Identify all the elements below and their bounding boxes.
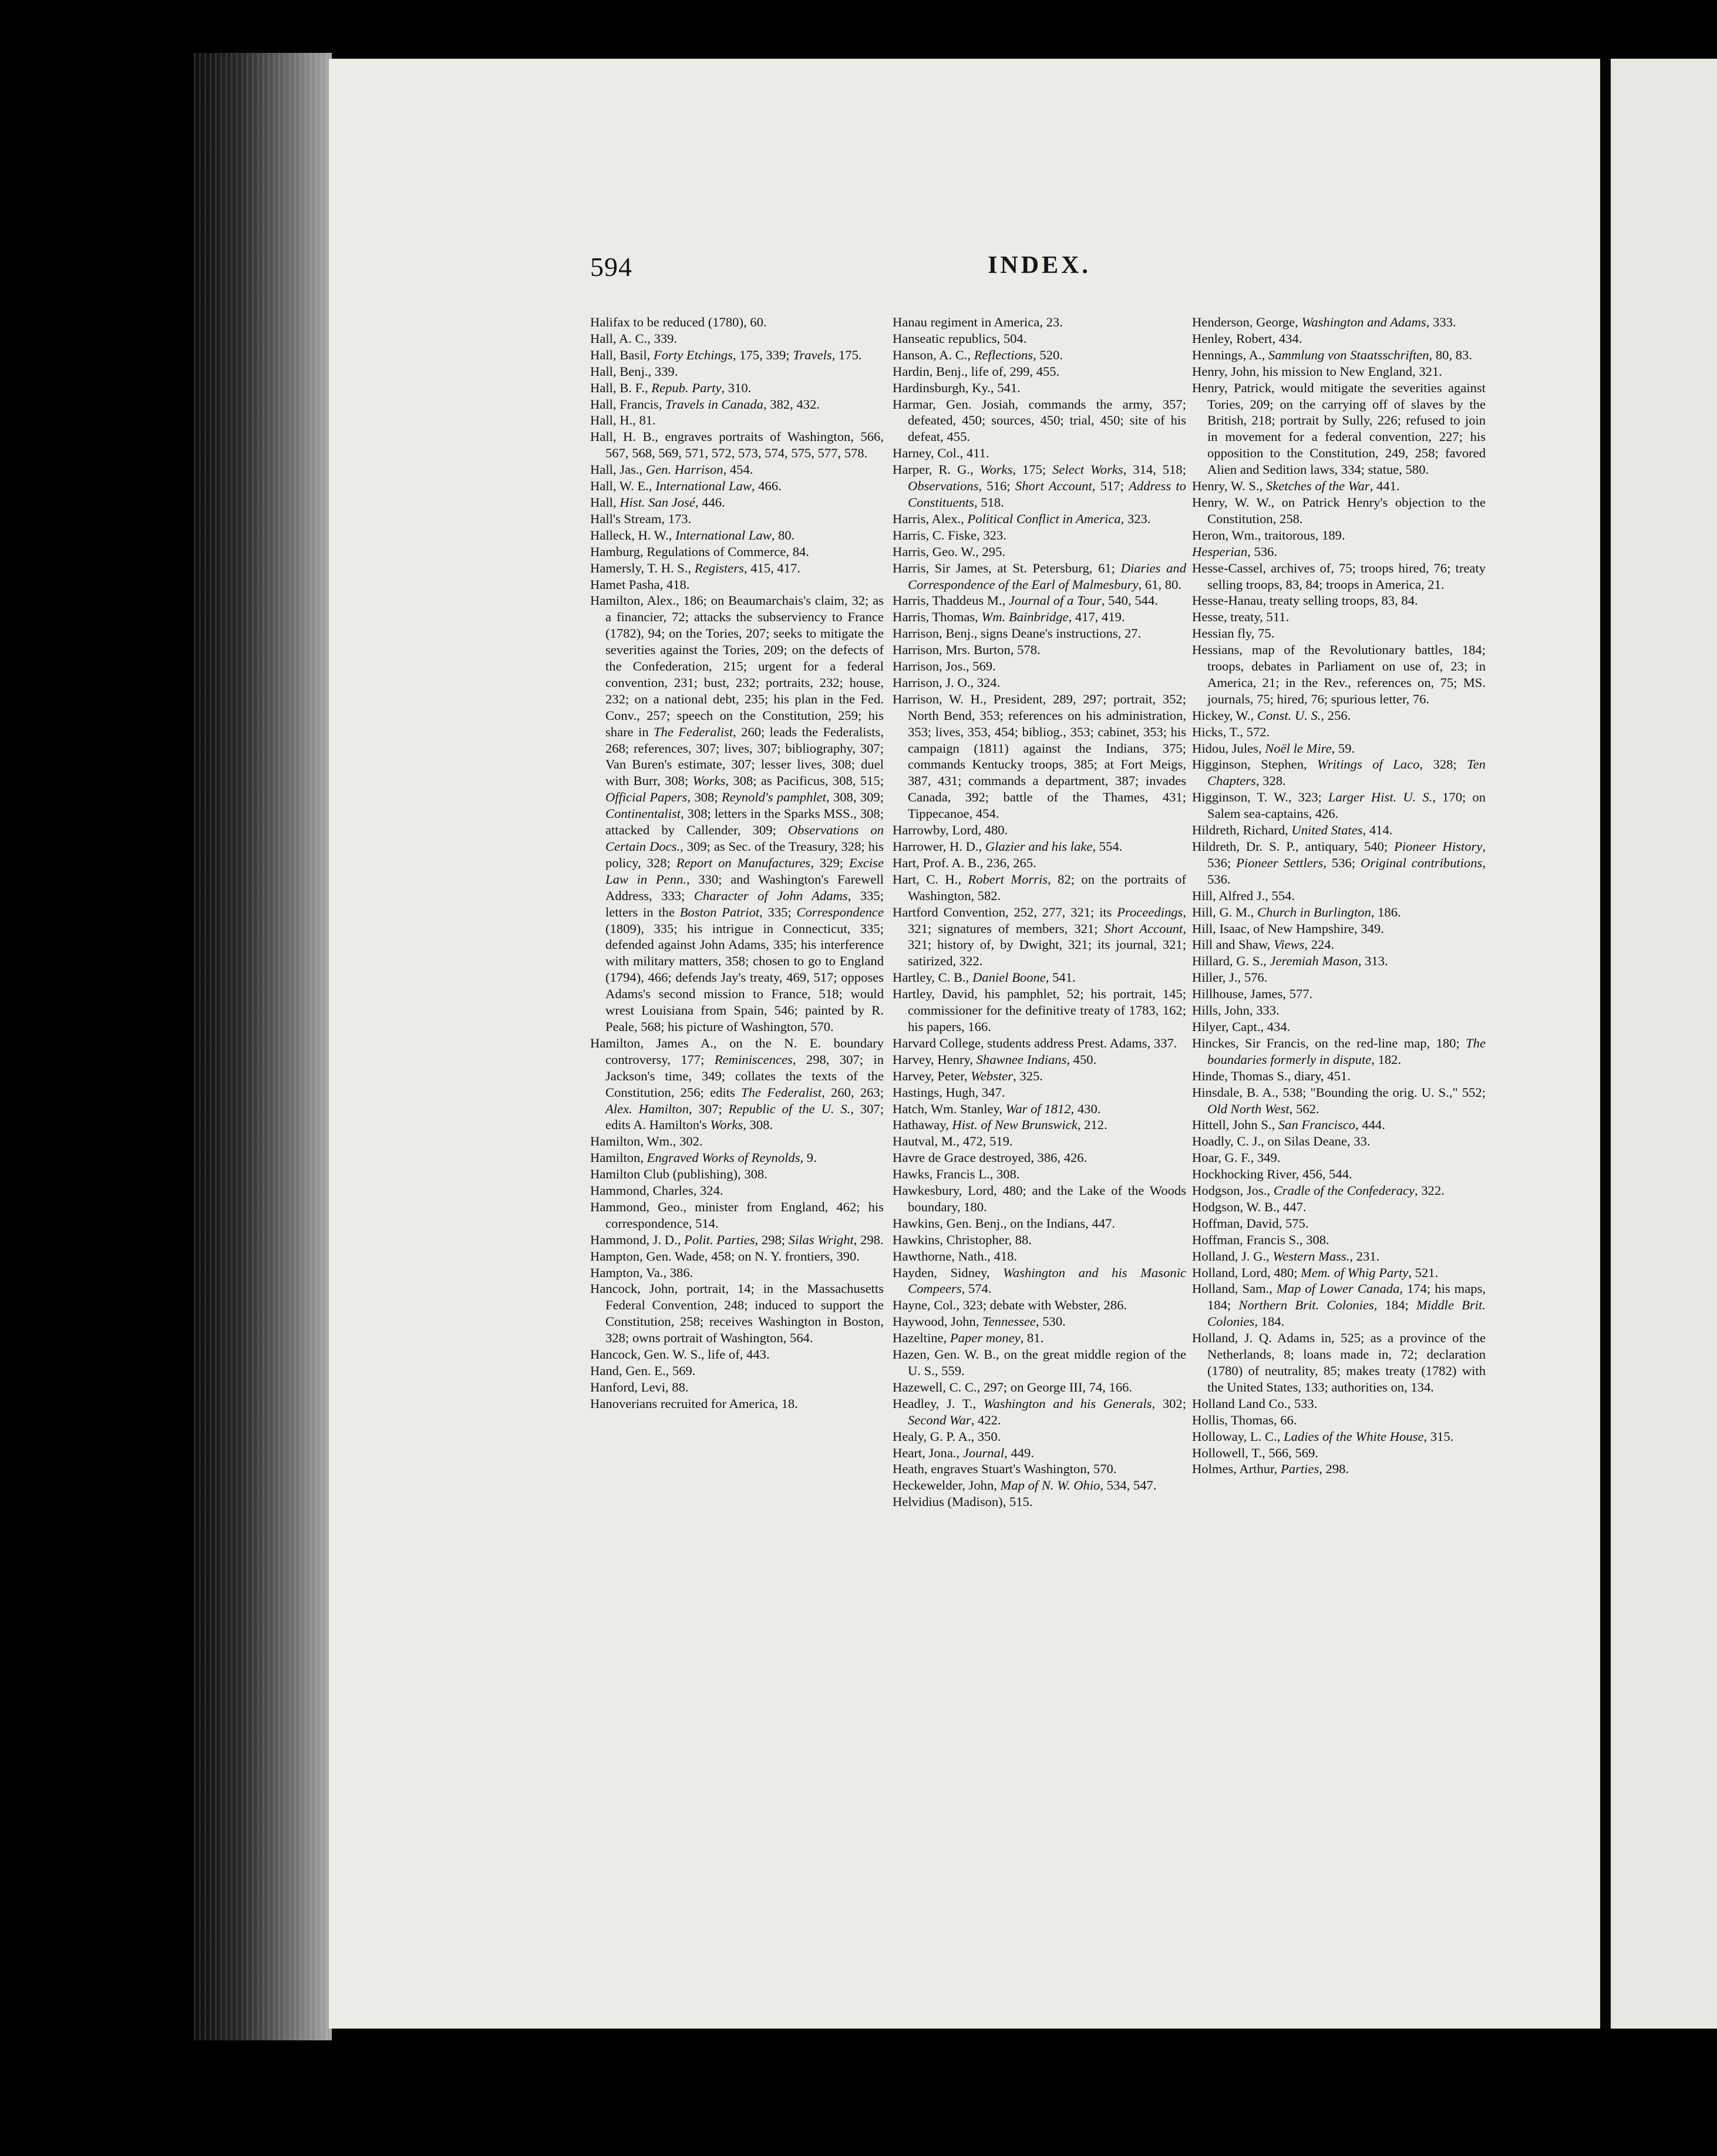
index-entry: Holland, Sam., Map of Lower Canada, 174; his maps, 184; Northern Brit. Colonies, 184; Middle Brit. Colonies, 184. [1192, 1281, 1486, 1329]
index-entry: Hawkesbury, Lord, 480; and the Lake of the Woods boundary, 180. [893, 1183, 1186, 1214]
index-entry: Harrowby, Lord, 480. [893, 823, 1008, 838]
index-entry: Henry, W. W., on Patrick Henry's objection to the Constitution, 258. [1192, 494, 1486, 526]
index-entry: Holland, J. Q. Adams in, 525; as a province of the Netherlands, 8; loans made in, 72; declaration (1780) of neutrality, 85; makes treaty (1782) with the United States, 133; authorities on, 134. [1192, 1330, 1486, 1394]
index-column-3 [1192, 314, 1486, 1477]
page-header [590, 251, 1489, 292]
index-column-1 [590, 314, 884, 1412]
index-entry: Havre de Grace destroyed, 386, 426. [893, 1150, 1088, 1165]
index-entry: Hall, B. F., Repub. Party, 310. [590, 380, 752, 395]
index-entry: Hinckes, Sir Francis, on the red-line map, 180; The boundaries formerly in dispute, 182. [1192, 1035, 1486, 1067]
page-gutter [1600, 59, 1611, 2029]
index-entry: Hills, John, 333. [1192, 1003, 1280, 1018]
index-entry: Hardin, Benj., life of, 299, 455. [893, 363, 1060, 379]
index-entry: Harris, Thomas, Wm. Bainbridge, 417, 419. [893, 609, 1125, 625]
index-entry: Hessians, map of the Revolutionary battles, 184; troops, debates in Parliament on use of, 23; in America, 21; in the Rev., references on, 75; MS. journals, 75; hired, 76; spurious letter, 76. [1192, 642, 1486, 706]
index-entry: Hall, A. C., 339. [590, 331, 678, 346]
index-entry: Hockhocking River, 456, 544. [1192, 1167, 1352, 1182]
index-entry: Hiller, J., 576. [1192, 970, 1268, 985]
index-entry: Harrison, J. O., 324. [893, 675, 1001, 690]
index-entry: Headley, J. T., Washington and his Generals, 302; Second War, 422. [893, 1396, 1187, 1427]
index-column-2 [893, 314, 1186, 1510]
index-entry: Hampton, Va., 386. [590, 1265, 693, 1280]
index-entry: Heckewelder, John, Map of N. W. Ohio, 534, 547. [893, 1478, 1157, 1493]
index-entry: Hartford Convention, 252, 277, 321; its Proceedings, 321; signatures of members, 321; Short Account, 321; history of, by Dwight, 321; its journal, 321; satirized, 322. [893, 904, 1186, 969]
index-entry: Hildreth, Richard, United States, 414. [1192, 823, 1393, 838]
index-entry: Healy, G. P. A., 350. [893, 1429, 1001, 1444]
index-entry: Hittell, John S., San Francisco, 444. [1192, 1117, 1385, 1133]
index-entry: Hayne, Col., 323; debate with Webster, 286. [893, 1298, 1127, 1313]
index-entry: Hastings, Hugh, 347. [893, 1084, 1005, 1100]
index-entry: Hessian fly, 75. [1192, 626, 1275, 641]
index-entry: Hamilton, James A., on the N. E. boundary controversy, 177; Reminiscences, 298, 307; in Jackson's time, 349; collates the texts of the Constitution, 256; edits The Federalist, 260, 263; Alex. Hamilton, 307; Republic of the U. S., 307; edits A. Hamilton's Works, 308. [590, 1035, 884, 1133]
index-entry: Hall, W. E., International Law, 466. [590, 479, 782, 494]
index-entry: Harvey, Peter, Webster, 325. [893, 1068, 1043, 1083]
index-entry: Hatch, Wm. Stanley, War of 1812, 430. [893, 1101, 1101, 1116]
index-entry: Hazeltine, Paper money, 81. [893, 1330, 1044, 1346]
index-entry: Harper, R. G., Works, 175; Select Works, 314, 518; Observations, 516; Short Account, 517; Address to Constituents, 518. [893, 462, 1186, 510]
index-entry: Hawks, Francis L., 308. [893, 1167, 1020, 1182]
index-entry: Harris, Thaddeus M., Journal of a Tour, 540, 544. [893, 593, 1158, 608]
index-entry: Hall, Hist. San José, 446. [590, 494, 725, 510]
index-entry: Hickey, W., Const. U. S., 256. [1192, 708, 1351, 723]
book-spine-edge [194, 53, 332, 2040]
index-entry: Hoar, G. F., 349. [1192, 1150, 1281, 1165]
index-entry: Harrison, W. H., President, 289, 297; portrait, 352; North Bend, 353; references on his administration, 353; lives, 353, 454; bibliog., 353; cabinet, 353; his campaign (1811) against the Indians, 375; commands Kentucky troops, 385; at Fort Meigs, 387, 431; commands a department, 387; invades Canada, 392; battle of the Thames, 431; Tippecanoe, 454. [893, 691, 1186, 821]
index-entry: Hautval, M., 472, 519. [893, 1134, 1013, 1149]
index-entry: Holland, J. G., Western Mass., 231. [1192, 1248, 1380, 1264]
index-entry: Hampton, Gen. Wade, 458; on N. Y. frontiers, 390. [590, 1248, 860, 1264]
index-entry: Hamilton, Wm., 302. [590, 1134, 703, 1149]
index-entry: Hall, H. B., engraves portraits of Washington, 566, 567, 568, 569, 571, 572, 573, 574, 575, 577, 578. [590, 429, 884, 461]
index-entry: Hathaway, Hist. of New Brunswick, 212. [893, 1117, 1107, 1133]
index-entry: Hollis, Thomas, 66. [1192, 1412, 1297, 1427]
index-entry: Helvidius (Madison), 515. [893, 1494, 1033, 1510]
index-entry: Harris, Sir James, at St. Petersburg, 61; Diaries and Correspondence of the Earl of Malmesbury, 61, 80. [893, 560, 1186, 592]
index-entry: Hayden, Sidney, Washington and his Masonic Compeers, 574. [893, 1265, 1186, 1296]
index-entry: Heron, Wm., traitorous, 189. [1192, 527, 1345, 543]
index-entry: Hammond, J. D., Polit. Parties, 298; Silas Wright, 298. [590, 1232, 884, 1247]
index-entry: Hamilton, Engraved Works of Reynolds, 9. [590, 1150, 817, 1165]
index-entry: Hawkins, Gen. Benj., on the Indians, 447. [893, 1215, 1116, 1231]
index-entry: Hinsdale, B. A., 538; "Bounding the orig. U. S.," 552; Old North West, 562. [1192, 1084, 1486, 1116]
index-entry: Hill, Alfred J., 554. [1192, 888, 1295, 903]
index-entry: Hall's Stream, 173. [590, 511, 692, 526]
index-entry: Hillard, G. S., Jeremiah Mason, 313. [1192, 954, 1388, 969]
index-entry: Halifax to be reduced (1780), 60. [590, 315, 767, 329]
index-entry: Hamet Pasha, 418. [590, 577, 690, 592]
index-entry: Hartley, David, his pamphlet, 52; his portrait, 145; commissioner for the definitive treaty of 1783, 162; his papers, 166. [893, 986, 1186, 1034]
index-entry: Hammond, Geo., minister from England, 462; his correspondence, 514. [590, 1199, 884, 1231]
index-entry: Hazewell, C. C., 297; on George III, 74, 166. [893, 1379, 1133, 1394]
index-entry: Hesse, treaty, 511. [1192, 609, 1290, 625]
adjacent-page-edge [1611, 59, 1717, 2029]
index-entry: Holland, Lord, 480; Mem. of Whig Party, 521. [1192, 1265, 1439, 1280]
index-entry: Hesse-Cassel, archives of, 75; troops hired, 76; treaty selling troops, 83, 84; troops in America, 21. [1192, 560, 1486, 592]
index-entry: Haywood, John, Tennessee, 530. [893, 1314, 1066, 1329]
index-entry: Hennings, A., Sammlung von Staatsschriften, 80, 83. [1192, 347, 1472, 362]
index-entry: Hall, Francis, Travels in Canada, 382, 432. [590, 396, 820, 412]
index-entry: Harmar, Gen. Josiah, commands the army, 357; defeated, 450; sources, 450; trial, 450; site of his defeat, 455. [893, 396, 1186, 444]
index-entry: Hodgson, Jos., Cradle of the Confederacy, 322. [1192, 1183, 1445, 1198]
index-entry: Harris, C. Fiske, 323. [893, 527, 1006, 543]
index-entry: Hancock, Gen. W. S., life of, 443. [590, 1347, 770, 1362]
index-entry: Hanseatic republics, 504. [893, 331, 1027, 346]
index-entry: Hancock, John, portrait, 14; in the Massachusetts Federal Convention, 248; induced to support the Constitution, 258; receives Washington in Boston, 328; owns portrait of Washington, 564. [590, 1281, 884, 1346]
index-entry: Hazen, Gen. W. B., on the great middle region of the U. S., 559. [893, 1347, 1186, 1378]
index-entry: Holmes, Arthur, Parties, 298. [1192, 1461, 1349, 1477]
running-head: INDEX. [988, 252, 1091, 279]
index-entry: Hicks, T., 572. [1192, 724, 1270, 739]
index-entry: Hesperian, 536. [1192, 544, 1277, 559]
index-entry: Higginson, T. W., 323; Larger Hist. U. S., 170; on Salem sea-captains, 426. [1192, 790, 1486, 821]
index-entry: Hammond, Charles, 324. [590, 1183, 723, 1198]
index-entry: Hart, C. H., Robert Morris, 82; on the portraits of Washington, 582. [893, 871, 1186, 903]
index-entry: Henley, Robert, 434. [1192, 331, 1302, 346]
index-entry: Hoffman, David, 575. [1192, 1215, 1309, 1231]
index-entry: Harris, Geo. W., 295. [893, 544, 1006, 559]
index-entry: Harrison, Benj., signs Deane's instructions, 27. [893, 626, 1142, 641]
index-entry: Hawthorne, Nath., 418. [893, 1248, 1018, 1264]
index-entry: Harvey, Henry, Shawnee Indians, 450. [893, 1052, 1097, 1067]
index-entry: Hanson, A. C., Reflections, 520. [893, 347, 1063, 362]
index-entry: Hillhouse, James, 577. [1192, 986, 1313, 1002]
index-entry: Hamilton Club (publishing), 308. [590, 1167, 767, 1182]
index-entry: Hart, Prof. A. B., 236, 265. [893, 855, 1036, 870]
index-entry: Hesse-Hanau, treaty selling troops, 83, 84. [1192, 593, 1418, 608]
index-entry: Hamburg, Regulations of Commerce, 84. [590, 544, 809, 559]
index-entry: Henry, W. S., Sketches of the War, 441. [1192, 479, 1400, 494]
index-entry: Harrison, Jos., 569. [893, 659, 996, 674]
page-number: 594 [590, 252, 632, 282]
index-entry: Hartley, C. B., Daniel Boone, 541. [893, 970, 1076, 985]
index-entry: Hand, Gen. E., 569. [590, 1363, 696, 1378]
index-entry: Halleck, H. W., International Law, 80. [590, 527, 795, 543]
index-entry: Hanoverians recruited for America, 18. [590, 1396, 798, 1411]
index-entry: Hardinsburgh, Ky., 541. [893, 380, 1021, 395]
index-entry: Holloway, L. C., Ladies of the White House, 315. [1192, 1429, 1454, 1444]
index-entry: Hidou, Jules, Noël le Mire, 59. [1192, 740, 1355, 756]
index-entry: Hall, Basil, Forty Etchings, 175, 339; Travels, 175. [590, 347, 862, 362]
index-entry: Hamersly, T. H. S., Registers, 415, 417. [590, 560, 800, 575]
index-entry: Hoffman, Francis S., 308. [1192, 1232, 1329, 1247]
index-entry: Hildreth, Dr. S. P., antiquary, 540; Pioneer History, 536; Pioneer Settlers, 536; Original contributions, 536. [1192, 839, 1486, 887]
index-entry: Harney, Col., 411. [893, 446, 989, 461]
index-entry: Harrower, H. D., Glazier and his lake, 554. [893, 839, 1123, 854]
index-entry: Hawkins, Christopher, 88. [893, 1232, 1032, 1247]
index-entry: Higginson, Stephen, Writings of Laco, 328; Ten Chapters, 328. [1192, 757, 1486, 789]
index-entry: Hall, H., 81. [590, 413, 656, 428]
index-entry: Hinde, Thomas S., diary, 451. [1192, 1068, 1351, 1083]
index-entry: Hill, G. M., Church in Burlington, 186. [1192, 904, 1401, 919]
index-entry: Hill and Shaw, Views, 224. [1192, 937, 1335, 952]
index-entry: Hilyer, Capt., 434. [1192, 1019, 1291, 1034]
index-entry: Hoadly, C. J., on Silas Deane, 33. [1192, 1134, 1371, 1149]
index-entry: Holland Land Co., 533. [1192, 1396, 1318, 1411]
index-entry: Henry, John, his mission to New England, 321. [1192, 363, 1442, 379]
index-entry: Hodgson, W. B., 447. [1192, 1199, 1307, 1214]
index-entry: Hall, Benj., 339. [590, 363, 678, 379]
index-entry: Hanau regiment in America, 23. [893, 315, 1063, 329]
index-entry: Harris, Alex., Political Conflict in America, 323. [893, 511, 1151, 526]
index-entry: Henry, Patrick, would mitigate the severities against Tories, 209; on the carrying off of slaves by the British, 218; portrait by Sully, 226; refused to join in movement for a federal convention, 227; his opposition to the Constitution, 249, 258; favored Alien and Sedition laws, 334; statue, 580. [1192, 380, 1486, 477]
index-entry: Henderson, George, Washington and Adams, 333. [1192, 315, 1456, 329]
index-entry: Hollowell, T., 566, 569. [1192, 1445, 1319, 1460]
index-entry: Harrison, Mrs. Burton, 578. [893, 642, 1041, 658]
index-entry: Hall, Jas., Gen. Harrison, 454. [590, 462, 753, 477]
index-entry: Hamilton, Alex., 186; on Beaumarchais's claim, 32; as a financier, 72; attacks the subserviency to France (1782), 94; on the Tories, 207; seeks to mitigate the severities against the Tories, 209; on the defects of the Confederation, 215; urgent for a federal convention, 231; bust, 232; portraits, 232; house, 232; on a national debt, 235; his plan in the Fed. Conv., 257; speech on the Constitution, 259; his share in The Federalist, 260; leads the Federalists, 268; references, 307; lives, 307; bibliography, 307; Van Buren's estimate, 307; lesser lives, 308; duel with Burr, 308; Works, 308; as Pacificus, 308, 515; Official Papers, 308; Reynold's pamphlet, 308, 309; Continentalist, 308; letters in the Sparks MSS., 308; attacked by Callender, 309; Observations on Certain Docs., 309; as Sec. of the Treasury, 328; his policy, 328; Report on Manufactures, 329; Excise Law in Penn., 330; and Washington's Farewell Address, 333; Character of John Adams, 335; letters in the Boston Patriot, 335; Correspondence (1809), 335; his intrigue in Connecticut, 335; defended against John Adams, 335; his interference with military matters, 358; chosen to go to England (1794), 466; defends Jay's treaty, 469, 517; opposes Adams's second mission to France, 518; would wrest Louisiana from Spain, 546; painted by R. Peale, 568; his picture of Washington, 570. [590, 593, 884, 1034]
index-entry: Heart, Jona., Journal, 449. [893, 1445, 1034, 1460]
index-entry: Harvard College, students address Prest. Adams, 337. [893, 1035, 1177, 1050]
index-entry: Hill, Isaac, of New Hampshire, 349. [1192, 921, 1384, 936]
index-entry: Hanford, Levi, 88. [590, 1379, 689, 1394]
index-entry: Heath, engraves Stuart's Washington, 570. [893, 1461, 1117, 1477]
